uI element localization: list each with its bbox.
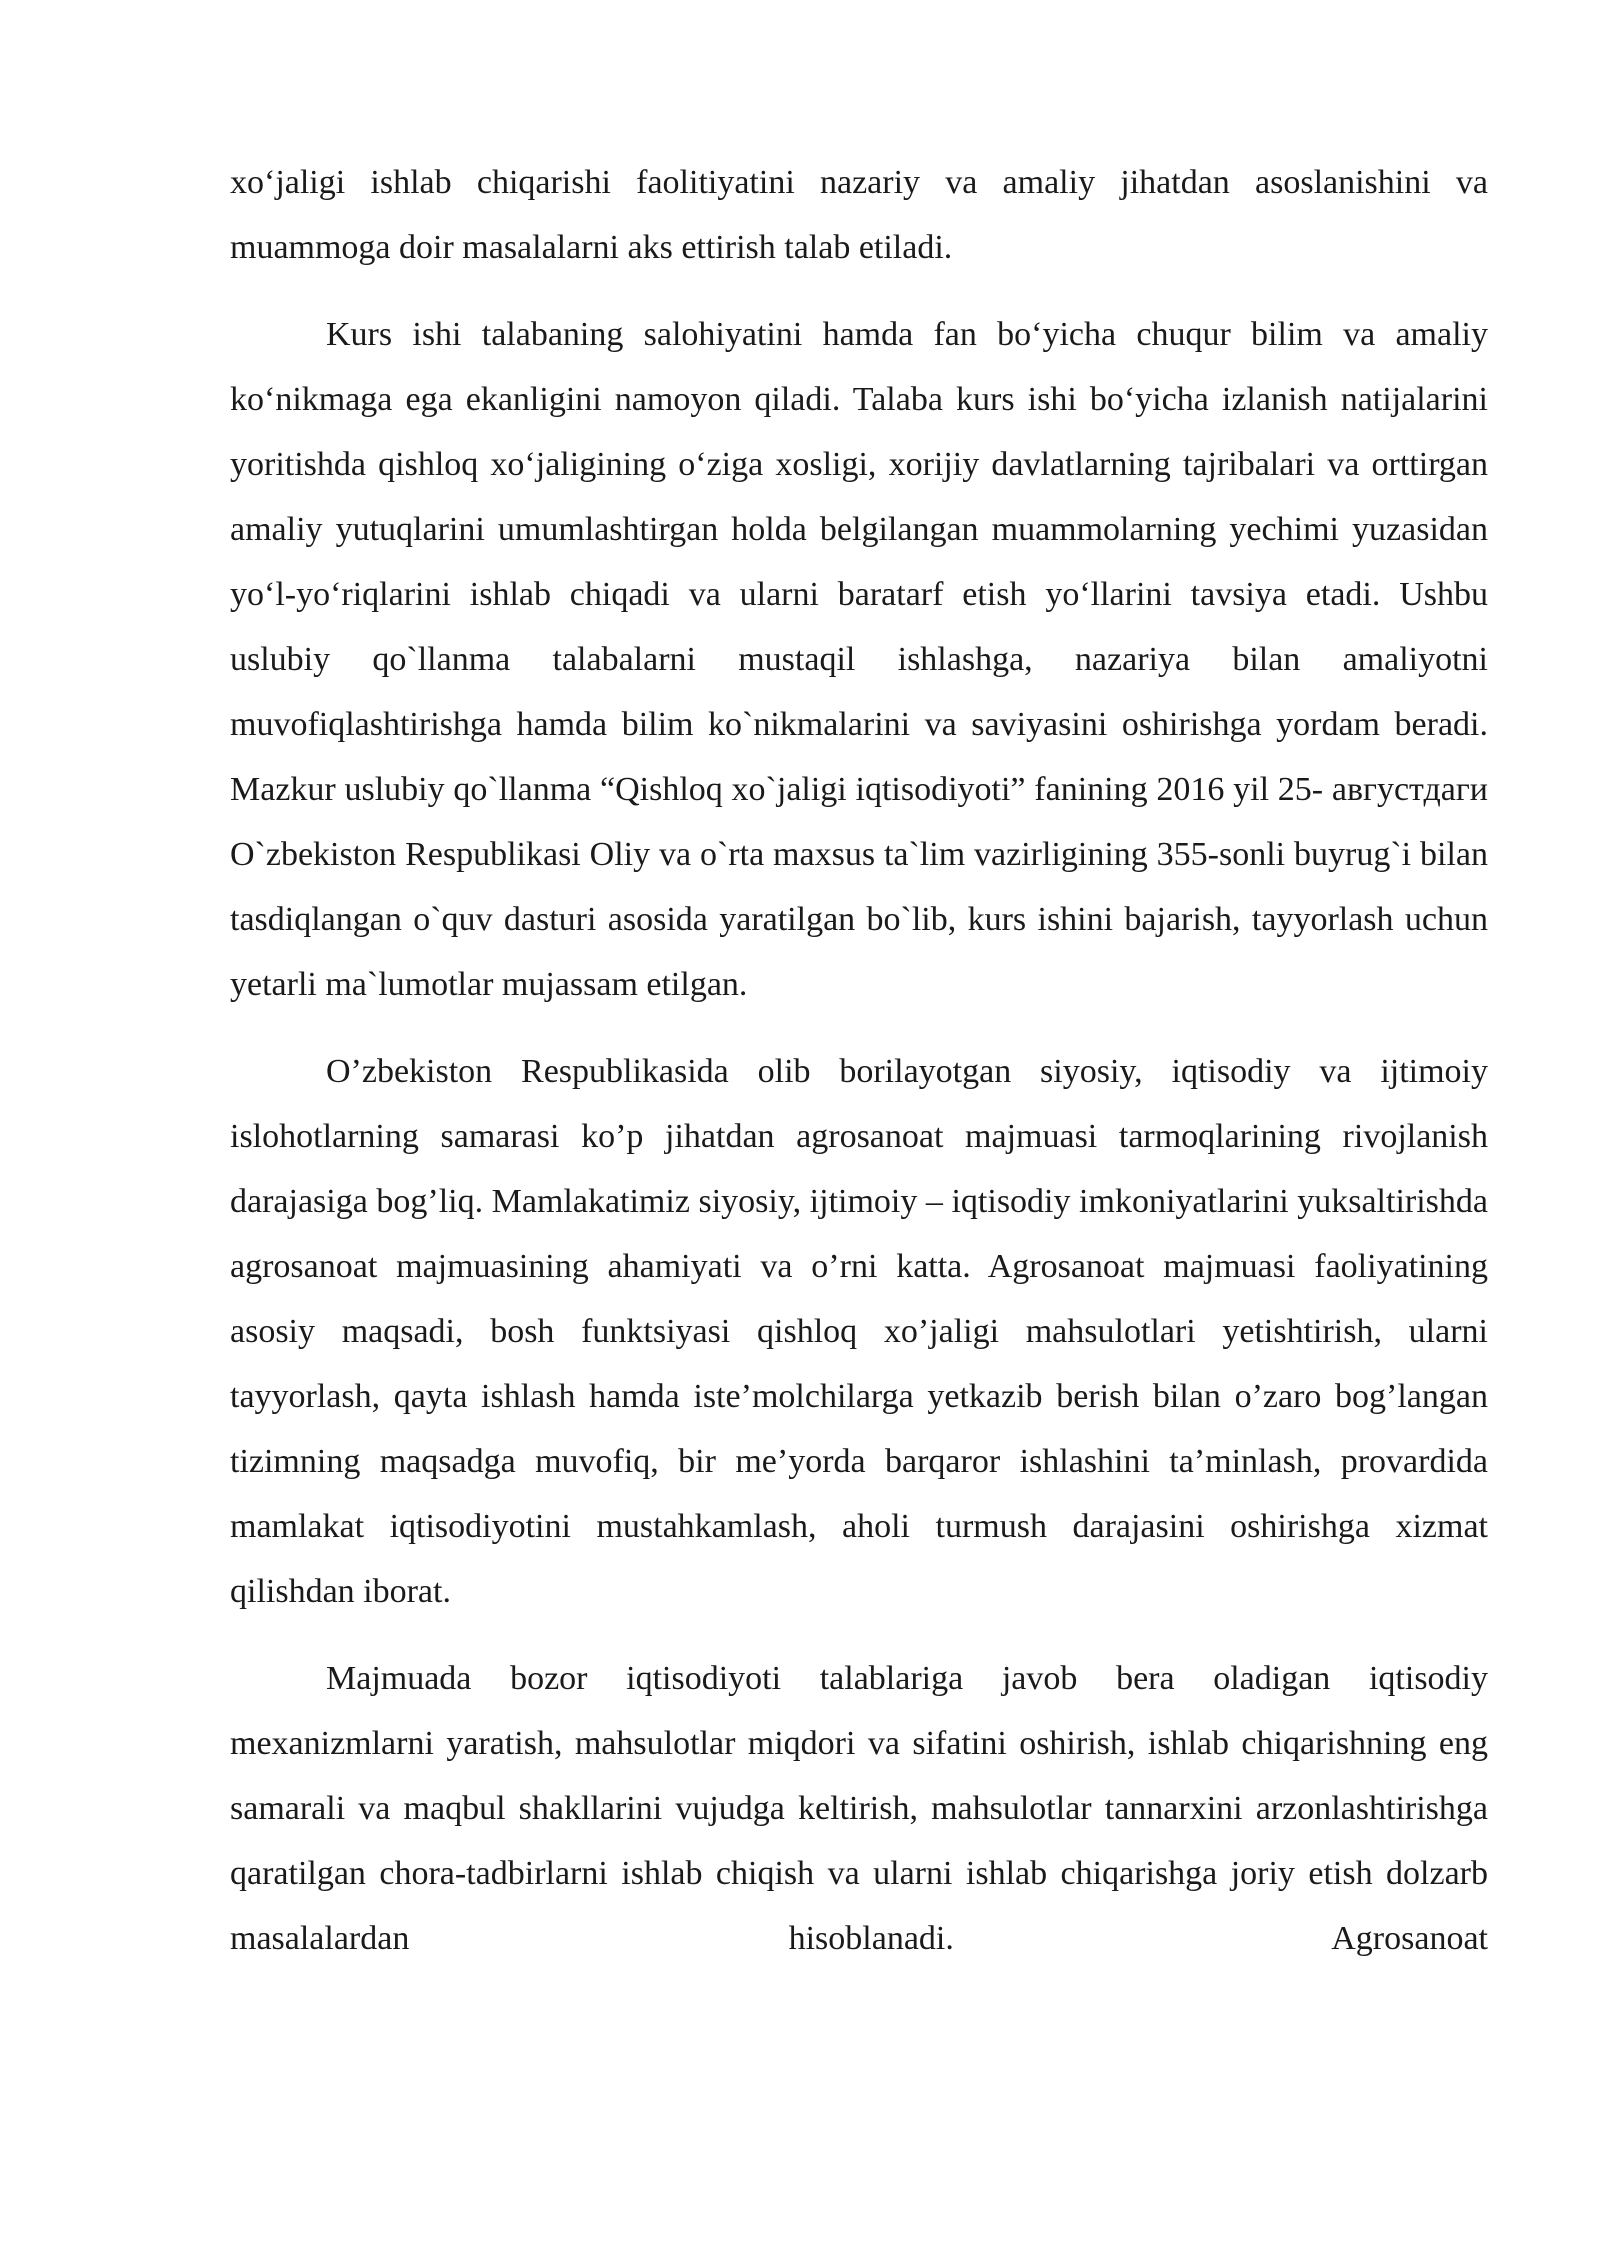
paragraph-reforms: O’zbekiston Respublikasida olib borilayotgan siyosiy, iqtisodiy va ijtimoiy islohotlarning samarasi ko’p jihatdan agrosanoat majmuasi tarmoqlarining rivojlanish darajasiga bog’liq. Mamlakatimiz siyosiy, ijtimoiy – iqtisodiy imkoniyatlarini yuksaltirishda agrosanoat majmuasining ahamiyati va o’rni katta. Agrosanoat majmuasi faoliyatining asosiy maqsadi, bosh funktsiyasi qishloq xo’jaligi mahsulotlari yetishtirish, ularni tayyorlash, qayta ishlash hamda iste’molchilarga yetkazib berish bilan o’zaro bog’langan tizimning maqsadga muvofiq, bir me’yorda barqaror ishlashini ta’minlash, provardida mamlakat iqtisodiyotini mustahkamlash, aholi turmush darajasini oshirishga xizmat qilishdan iborat. xyxy=(230,1053,1488,1610)
paragraph-course-work: Kurs ishi talabaning salohiyatini hamda fan bo‘yicha chuqur bilim va amaliy ko‘nikmaga ega ekanligini namoyon qiladi. Talaba kurs ishi bo‘yicha izlanish natijalarini yoritishda qishloq xo‘jaligining o‘ziga xosligi, xorijiy davlatlarning tajribalari va orttirgan amaliy yutuqlarini umumlashtirgan holda belgilangan muammolarning yechimi yuzasidan yo‘l-yo‘riqlarini ishlab chiqadi va ularni baratarf etish yo‘llarini tavsiya etadi. Ushbu uslubiy qo`llanma talabalarni mustaqil ishlashga, nazariya bilan amaliyotni muvofiqlashtirishga hamda bilim ko`nikmalarini va saviyasini oshirishga yordam beradi. Mazkur uslubiy qo`llanma “Qishloq xo`jaligi iqtisodiyoti” fanining 2016 yil 25- августдаги O`zbekiston Respublikasi Oliy va o`rta maxsus ta`lim vazirligining 355-sonli buyrug`i bilan tasdiqlangan o`quv dasturi asosida yaratilgan bo`lib, kurs ishini bajarish, tayyorlash uchun yetarli ma`lumotlar mujassam etilgan. xyxy=(230,316,1488,1003)
body-text xyxy=(230,150,1488,1993)
paragraph-continued: xo‘jaligi ishlab chiqarishi faolitiyatini nazariy va amaliy jihatdan asoslanishini va muammoga doir masalalarni aks ettirish talab etiladi. xyxy=(230,164,1488,266)
paragraph-economic-mechanisms: Majmuada bozor iqtisodiyoti talablariga javob bera oladigan iqtisodiy mexanizmlarni yaratish, mahsulotlar miqdori va sifatini oshirish, ishlab chiqarishning eng samarali va maqbul shakllarini vujudga keltirish, mahsulotlar tannarxini arzonlashtirishga qaratilgan chora-tadbirlarni ishlab chiqish va ularni ishlab chiqarishga joriy etish dolzarb masalalardan hisoblanadi. Agrosanoat xyxy=(230,1660,1488,1957)
